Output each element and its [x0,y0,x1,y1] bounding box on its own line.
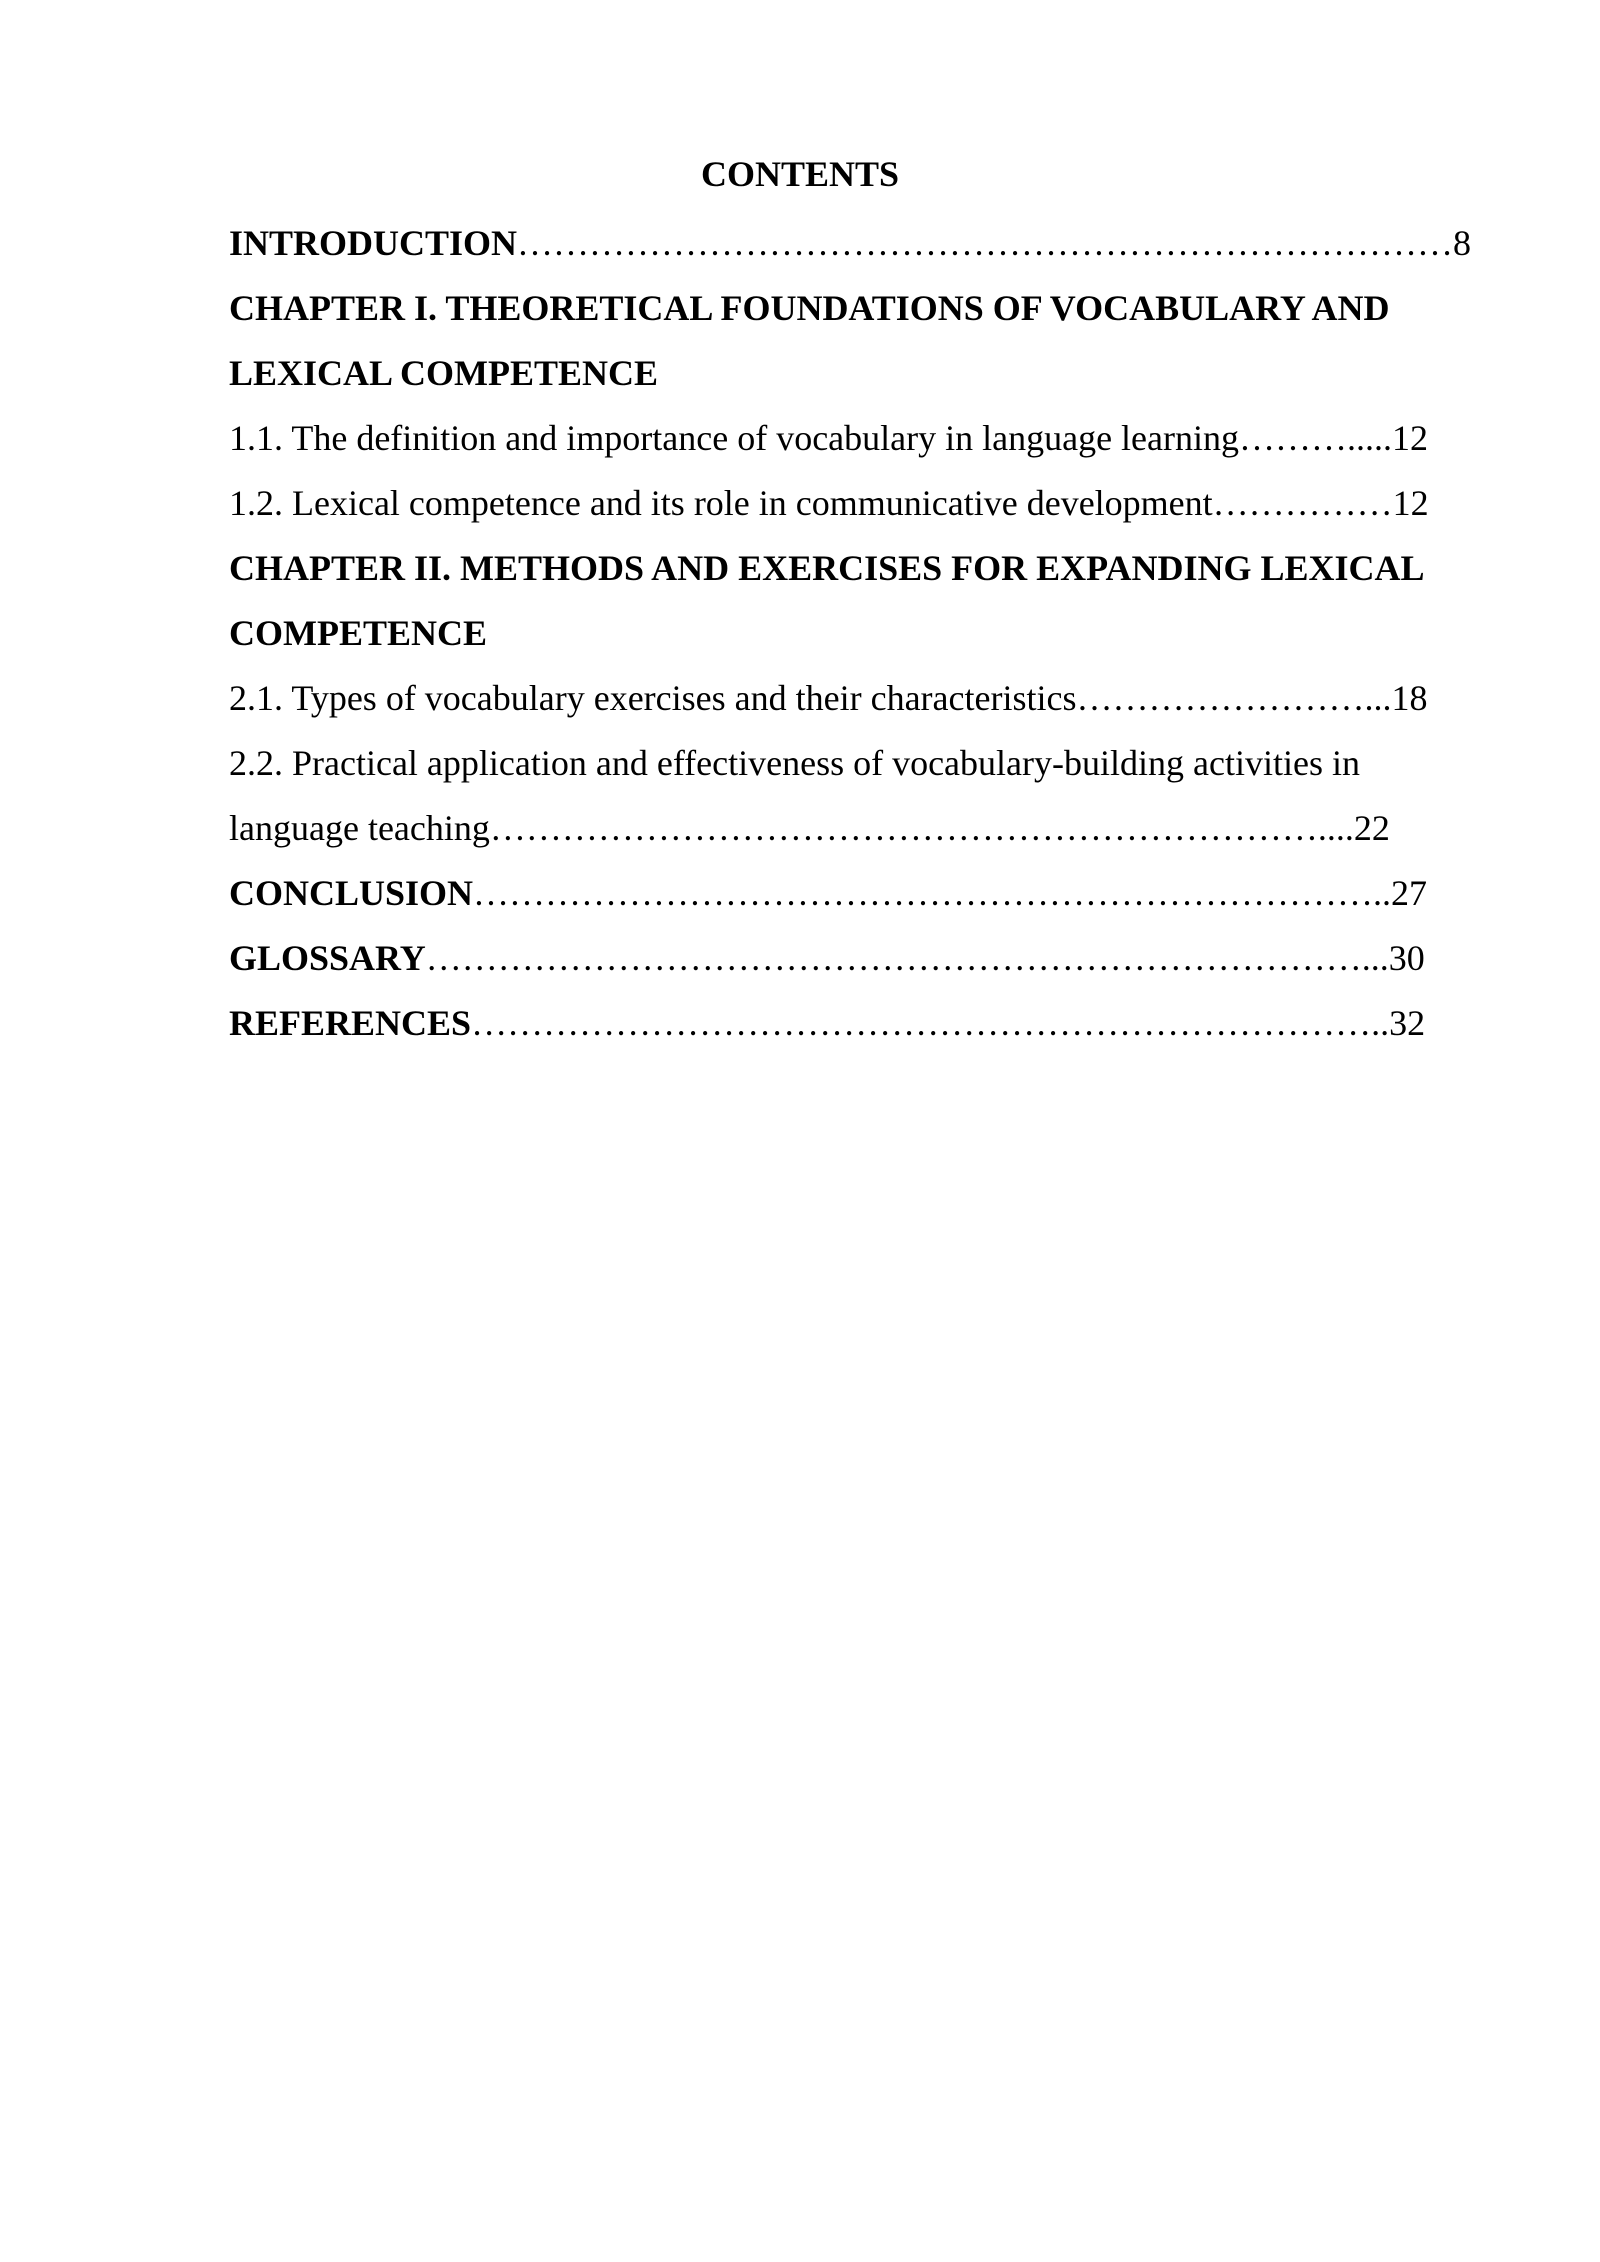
toc-entry-leader: ………………………………………………………………….. [473,873,1392,913]
toc-entry-section-2-2 [229,731,1484,796]
toc-entry-leader: ………………………………………………………………….. [471,1003,1390,1043]
toc-entry-section-1-1 [229,406,1484,471]
toc-entry-page: 18 [1391,678,1428,718]
toc-entry-conclusion [229,861,1484,926]
toc-entry-leader: …………………………………………………………………… [517,223,1454,263]
toc-entry-label: GLOSSARY [229,938,426,978]
toc-entry-label: CHAPTER II. METHODS AND EXERCISES FOR EXPANDING LEXICAL [229,548,1425,588]
toc-entry-label: COMPETENCE [229,613,488,653]
toc-entry-label: 2.1. Types of vocabulary exercises and their characteristics [229,678,1077,718]
toc-entry-label: LEXICAL COMPETENCE [229,353,659,393]
toc-entry-page: 27 [1391,873,1428,913]
toc-entry-section-1-2 [229,471,1484,536]
toc-entry-references [229,991,1484,1056]
contents-heading-text: CONTENTS [700,154,900,194]
toc-entry-introduction [229,211,1484,276]
toc-entry-chapter-1-continued [229,341,1484,406]
toc-entry-label: CONCLUSION [229,873,474,913]
toc-entry-label: REFERENCES [229,1003,472,1043]
toc-entry-label: 2.2. Practical application and effectiveness of vocabulary-building activities in [229,743,1360,783]
toc-entry-page: 22 [1353,808,1390,848]
toc-entry-leader: ……………………... [1076,678,1392,718]
toc-entry-section-2-2-continued [229,796,1484,861]
contents-heading [0,146,1600,202]
toc-entry-label: 1.1. The definition and importance of vocabulary in language learning [229,418,1240,458]
toc-entry-page: 8 [1453,223,1472,263]
toc-entry-chapter-2-continued [229,601,1484,666]
toc-entry-page: 12 [1392,483,1429,523]
table-of-contents [229,211,1484,1056]
toc-entry-label: CHAPTER I. THEORETICAL FOUNDATIONS OF VOCABULARY AND [229,288,1390,328]
toc-entry-leader: …………… [1212,483,1393,523]
toc-entry-chapter-2 [229,536,1484,601]
toc-entry-page: 12 [1392,418,1429,458]
toc-entry-chapter-1 [229,276,1484,341]
toc-entry-page: 32 [1389,1003,1426,1043]
toc-entry-label: 1.2. Lexical competence and its role in communicative development [229,483,1213,523]
toc-entry-section-2-1 [229,666,1484,731]
toc-entry-page: 30 [1388,938,1425,978]
toc-entry-leader: ……………………………………………………………………... [425,938,1389,978]
toc-entry-label: language teaching [229,808,490,848]
toc-entry-label: INTRODUCTION [229,223,518,263]
toc-entry-leader: ………..... [1239,418,1393,458]
toc-entry-leader: …………………………………………………………….... [489,808,1354,848]
toc-entry-glossary [229,926,1484,991]
